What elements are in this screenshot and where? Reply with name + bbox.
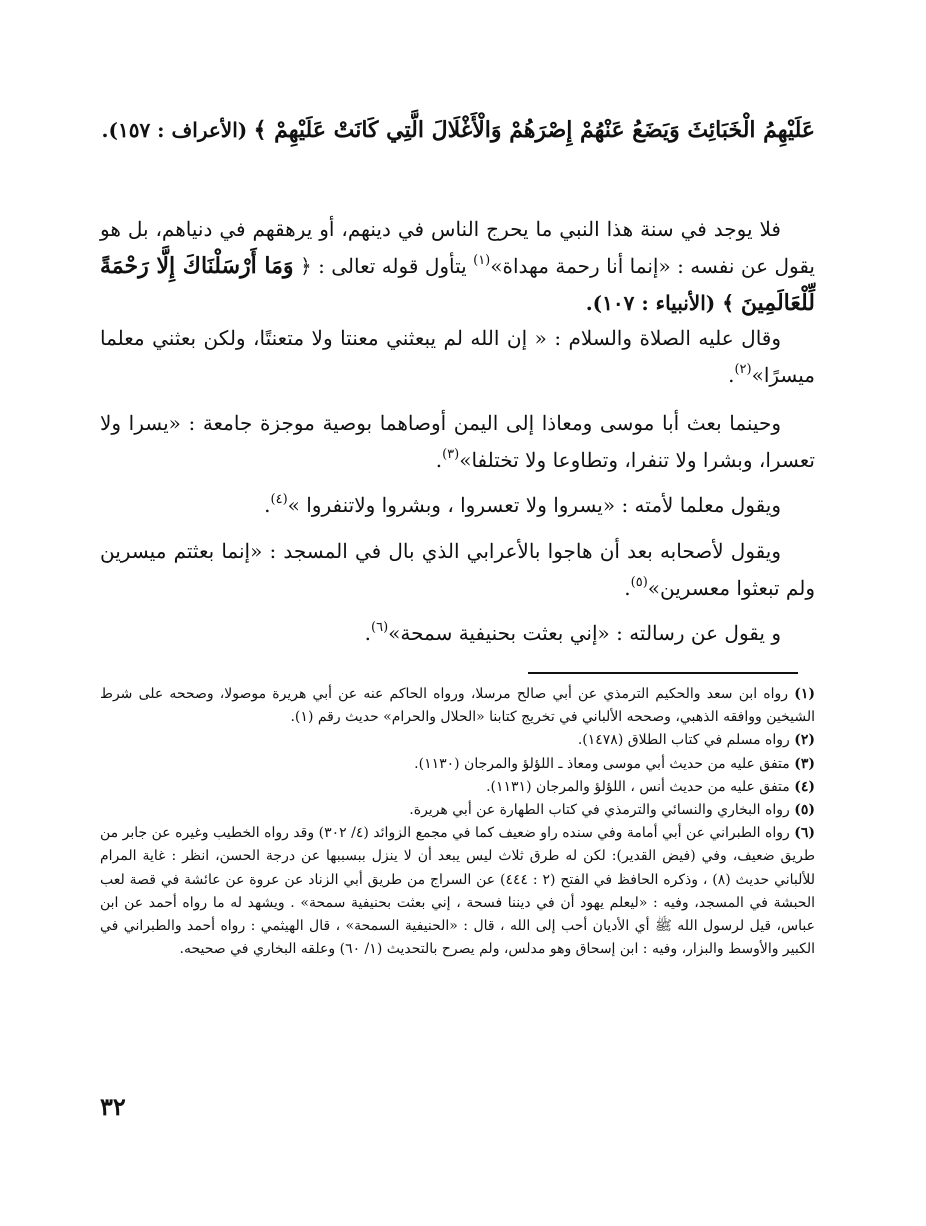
footnote-1 (100, 683, 815, 729)
footnotes (100, 683, 815, 961)
footnote-number: (٦) (794, 825, 815, 842)
footnote-separator (528, 672, 798, 674)
paragraph-6 (100, 615, 815, 652)
paragraph-5 (100, 533, 815, 607)
paragraph-end: . (624, 576, 631, 600)
footnote-marker-1: (١) (473, 253, 491, 268)
paragraph-text-body: وحينما بعث أبا موسى ومعاذا إلى اليمن أوصاهما بوصية موجزة جامعة : «يسرا ولا تعسرا، وبشرا ولا تنفرا، وتطاوعا ولا تختلفا» (100, 411, 815, 472)
paragraph-end: . (364, 621, 371, 645)
paragraph-text-body: ويقول لأصحابه بعد أن هاجوا بالأعرابي الذي بال في المسجد : «إنما بعثتم ميسرين ولم تبعثوا معسرين» (100, 539, 815, 600)
paragraph-end: . (435, 448, 443, 472)
footnote-text: متفق عليه من حديث أبي موسى ومعاذ ـ اللؤلؤ والمرجان (١١٣٠). (414, 755, 795, 772)
paragraph-end: . (264, 493, 271, 517)
paragraph-text (100, 211, 815, 322)
paragraph-2 (100, 320, 815, 394)
verse-reference: (الأعراف : ١٥٧). (101, 118, 248, 142)
footnote-marker-4: (٤) (270, 492, 288, 507)
footnote-5 (100, 799, 815, 822)
footnote-6 (100, 822, 815, 961)
paragraph-text-middle: يتأول قوله تعالى : ﴿ (293, 254, 474, 278)
footnote-2 (100, 729, 815, 752)
paragraph-text-body: و يقول عن رسالته : «إني بعثت بحنيفية سمحة» (388, 621, 781, 645)
paragraph-text-before: فلا يوجد في سنة هذا النبي ما يحرج الناس في دينهم، أو يرهقهم في دنياهم، بل هو يقول عن نفسه : «إنما أنا رحمة مهداة» (100, 217, 815, 278)
paragraph-text-body: وقال عليه الصلاة والسلام : « إن الله لم يبعثني معنتا ولا متعنتًا، ولكن بعثني معلما ميسرًا» (100, 326, 815, 387)
footnote-marker-3: (٣) (442, 447, 460, 462)
verse-line (100, 112, 815, 149)
verse-block (100, 112, 815, 149)
footnote-number: (٤) (794, 778, 815, 795)
paragraph-end: . (728, 363, 735, 387)
paragraph-1 (100, 211, 815, 322)
footnote-text: متفق عليه من حديث أنس ، اللؤلؤ والمرجان (١١٣١). (486, 778, 795, 795)
paragraph-text-body: ويقول معلما لأمته : «يسروا ولا تعسروا ، وبشروا ولاتنفروا » (287, 493, 781, 517)
footnote-text: رواه الطبراني عن أبي أمامة وفي سنده راو ضعيف كما في مجمع الزوائد (٤/ ٣٠٢) وقد رواه الخطيب وغيره عن جابر من طريق ضعيف، وفي (فيض القدير): لكن له طرق ثلاث ليس يبعد أن لا ينزل ببسببها عن درجة الحسن، انظر : غاية المرام للألباني حديث (٨) ، وذكره الحافظ في الفتح (٢ : ٤٤٤) عن السراج من طريق أبي الزناد عن عروة عن عائشة في قصة لعب الحبشة في المسجد، وفيه : «ليعلم يهود أن في ديننا فسحة ، إني بعثت بحنيفية سمحة» . ويشهد له ما رواه أحمد عن ابن عباس، قيل لرسول الله ﷺ أي الأديان أحب إلى الله ، قال : «الحنيفية السمحة» ، قال الهيثمي : رواه أحمد والطبراني في الكبير والأوسط والبزار، وفيه : ابن إسحاق وهو مدلس، ولم يصرح بالتحديث (١/ ٦٠) وعلقه البخاري في صحيحه. (100, 825, 816, 958)
footnote-3 (100, 753, 815, 776)
quran-verse: وَمَا أَرْسَلْنَاكَ إِلَّا رَحْمَةً لِّلْعَالَمِينَ (100, 253, 815, 316)
footnote-number: (٥) (794, 802, 815, 819)
footnote-marker-6: (٦) (371, 620, 389, 635)
paragraph-text (100, 533, 815, 607)
verse-reference: ﴾ (الأنبياء : ١٠٧). (585, 291, 741, 315)
footnote-text: رواه ابن سعد والحكيم الترمذي عن أبي صالح مرسلا، ورواه الحاكم عنه عن أبي هريرة موصولا، وصححه على شرط الشيخين ووافقه الذهبي، وصححه الألباني في تخريج كتابنا «الحلال والحرام» حديث رقم (١). (100, 686, 815, 726)
footnote-marker-5: (٥) (630, 575, 648, 590)
footnote-text: رواه مسلم في كتاب الطلاق (١٤٧٨). (577, 732, 795, 749)
quran-verse: عَلَيْهِمُ الْخَبَائِثَ وَيَضَعُ عَنْهُمْ إِصْرَهُمْ وَالْأَغْلَالَ الَّتِي كَانَتْ عَلَيْهِمْ ﴾ (253, 117, 815, 143)
footnote-text: رواه البخاري والنسائي والترمذي في كتاب الطهارة عن أبي هريرة. (409, 802, 795, 819)
footnote-number: (٣) (794, 755, 815, 772)
paragraph-4 (100, 487, 815, 524)
footnote-number: (١) (794, 686, 815, 702)
paragraph-text (100, 487, 815, 524)
page-number: ٣٢ (100, 1092, 126, 1121)
paragraph-text (100, 405, 815, 479)
paragraph-3 (100, 405, 815, 479)
footnote-4 (100, 776, 815, 799)
footnote-marker-2: (٢) (734, 362, 752, 377)
paragraph-text (100, 320, 815, 394)
paragraph-text (100, 615, 815, 652)
footnote-number: (٢) (794, 732, 815, 749)
